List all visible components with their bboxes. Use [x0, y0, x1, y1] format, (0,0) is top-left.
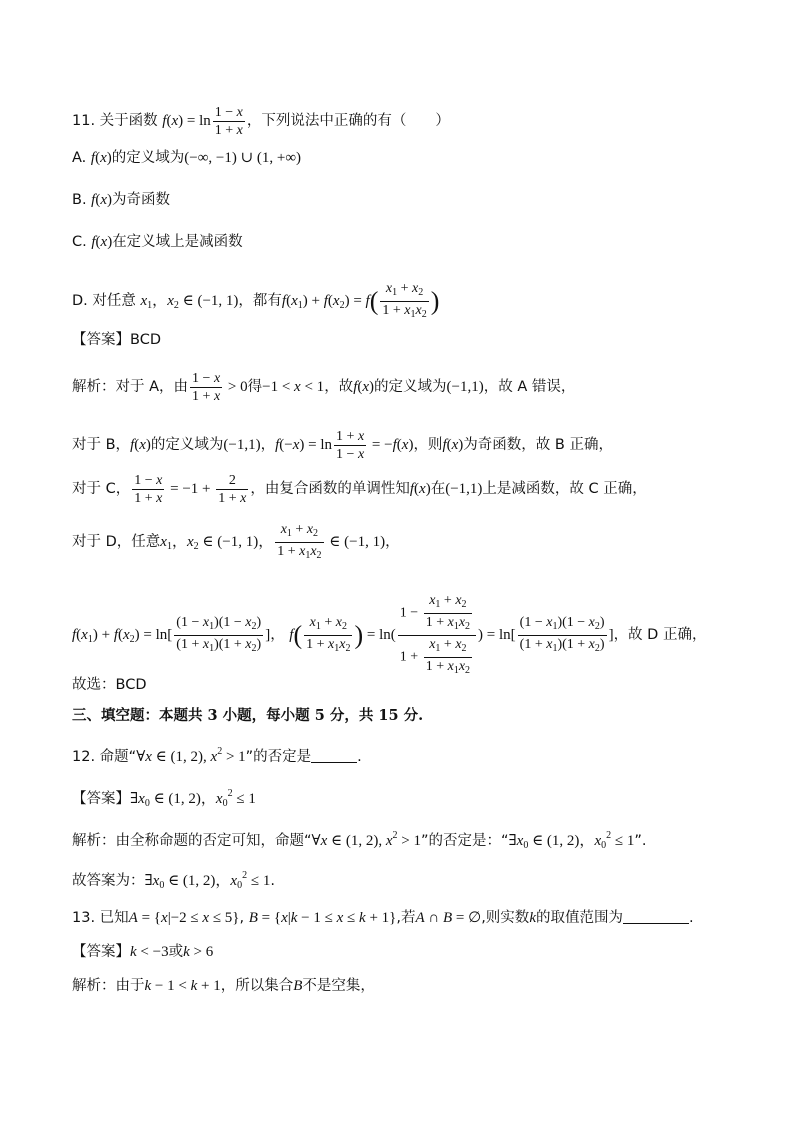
answer-value: BCD — [130, 332, 161, 348]
q12-text: 解析：由全称命题的否定可知，命题“ — [72, 833, 312, 849]
option-d-equation: $f(x_1) + f(x_2) = f$( $\frac{x_1 + x_2}{1 + x_1x_2}$ ) — [281, 281, 440, 320]
option-a-domain: (−∞, −1) ∪ (1, +∞) — [184, 150, 302, 166]
q12-blank — [311, 748, 357, 763]
q13-text: 的取值范围为 — [535, 910, 623, 926]
analysis-text: ，则 — [413, 436, 443, 453]
q12-proposition: ∀x ∈ (1, 2), $x^2 > 1$ — [136, 746, 246, 765]
choice-text: 故选：BCD — [72, 677, 147, 693]
q11-answer — [72, 330, 161, 350]
q12-proposition: ∀x ∈ (1, 2), $x^2 > 1$ — [311, 830, 421, 849]
analysis-interval: (−1,1) — [223, 436, 261, 453]
q13-text: 解析：由于 — [72, 978, 145, 994]
q11-option-a — [72, 148, 301, 168]
q13-text: ，所以集合 — [220, 978, 294, 994]
q13-answer-right: k > 6 — [183, 944, 214, 960]
analysis-text: 的定义域为 — [150, 436, 224, 453]
analysis-math-f: f(x) — [353, 378, 375, 395]
q13-text: ,若 — [396, 910, 416, 926]
section-title — [72, 706, 423, 726]
answer-label: 【答案】 — [72, 944, 130, 960]
option-d-math-vars: $x_1$，$x_2$ ∈ (−1, 1) — [140, 292, 239, 311]
analysis-text: ，故 — [324, 378, 354, 395]
analysis-text: 对于 D，任意 — [72, 533, 161, 550]
analysis-d-sum: $f(x_1) + f(x_2) = \ln$[ $\frac{(1 - x_1)(1 - x_2)}{(1 + x_1)(1 + x_2)}$ ] — [72, 615, 271, 654]
q12-text: ”. — [634, 833, 647, 849]
analysis-interval: (−1,1) — [445, 480, 483, 497]
q13-analysis-math: k − 1 < k + 1 — [144, 978, 221, 994]
analysis-text: ，由复合函数的单调性知 — [250, 480, 410, 497]
analysis-line-c — [72, 472, 647, 507]
analysis-text: 上是减函数，故 C 正确， — [482, 480, 647, 497]
q13-stem: 13. 已知A = {x|−2 ≤ x ≤ 5}, B = {x|k − 1 ≤ x ≤ k + 1},若A ∩ B = ∅,则实数k的取值范围为 . — [72, 910, 694, 926]
q13-answer — [72, 942, 213, 962]
q13-text: 不是空集， — [302, 978, 375, 994]
analysis-line-b: 对于 B，f(x)的定义域为(−1,1)，f(−x) = ln $\frac{1 + x}{1 - x}$ = −f(x)，则f(x)为奇函数，故 B 正确， — [72, 429, 613, 462]
q13-blank — [623, 909, 689, 924]
q12-final — [72, 866, 275, 896]
option-a-math-f: f(x) — [90, 150, 112, 166]
analysis-inequality: $\frac{1 - x}{1 + x}$ > 0 — [192, 371, 248, 404]
analysis-text: 对于 C， — [72, 480, 131, 497]
option-d-label: D. 对任意 — [72, 292, 136, 309]
q12-analysis — [72, 826, 646, 856]
answer-label: 【答案】 — [72, 791, 130, 807]
option-b-math-f: f(x) — [91, 192, 113, 208]
q13-set-b-ref: B — [293, 978, 303, 994]
option-b-text: 为奇函数 — [112, 192, 171, 208]
analysis-decompose: $\frac{1 - x}{1 + x}$ = −1 + $\frac{2}{1 + x}$ — [134, 473, 247, 506]
q13-analysis — [72, 976, 375, 996]
q11-stem-prefix: 11. 关于函数 — [72, 112, 158, 129]
q12-stem — [72, 742, 362, 767]
q13-var-k: k — [529, 910, 536, 926]
analysis-text: ，故 D 正确， — [613, 626, 707, 643]
analysis-line-e: $f(x_1) + f(x_2) = \ln$[ $\frac{(1 - x_1)(1 - x_2)}{(1 + x_1)(1 + x_2)}$ ]， f( $\frac{x_1 + x_2}{1 + x_1x_2}$ ) = ln( 1 − $\frac{x_1 + x_2}{1 + x_1x_2}$ 1 + $\frac{x_1 + x_2}{1 + x_1x_2}$ ) = ln[ $\frac{(1 - x_1)(1 - x_2)}{(1 + x_1)(1 + x_2)}$ ]，故 D 正确， — [72, 593, 707, 676]
analysis-text: 为奇函数，故 B 正确， — [463, 436, 613, 453]
q12-answer — [72, 784, 256, 814]
q13-or: 或 — [168, 944, 184, 960]
analysis-text: 在 — [430, 480, 446, 497]
analysis-d-vars: $x_1$，$x_2$ ∈ (−1, 1)， $\frac{x_1 + x_2}{1 + x_1x_2}$ ∈ (−1, 1) — [160, 522, 386, 561]
option-b-label: B. — [72, 192, 87, 208]
analysis-odd-equation: f(−x) = ln $\frac{1 + x}{1 - x}$ = −f(x) — [275, 429, 414, 462]
q13-set-b: B = {x|k − 1 ≤ x ≤ k + 1} — [248, 910, 397, 926]
q12-text: 故答案为： — [72, 873, 145, 889]
q12-answer-math: $\exists x_0$ ∈ (1, 2)，$x_0^2 \le 1$ — [130, 788, 256, 809]
q13-set-a: A = {x|−2 ≤ x ≤ 5} — [128, 910, 240, 926]
analysis-d-composite: f( $\frac{x_1 + x_2}{1 + x_1x_2}$ ) = ln( 1 − $\frac{x_1 + x_2}{1 + x_1x_2}$ 1 + $\frac{x_1 + x_2}{1 + x_1x_2}$ ) = ln[ $\frac{(1 - x_1)(1 - x_2)}{(1 + x_1)(1 + x_2)}$ ] — [289, 593, 614, 676]
q11-stem-suffix: ，下列说法中正确的有（ ） — [246, 112, 450, 129]
analysis-text: 的定义域为 — [374, 378, 447, 395]
analysis-text: ，故 A 错误， — [483, 378, 576, 395]
analysis-interval: (−1,1) — [446, 378, 484, 395]
analysis-math-f: f(x) — [409, 480, 431, 497]
option-d-text: ，都有 — [238, 292, 282, 309]
analysis-text: 对于 B， — [72, 436, 131, 453]
q11-choice — [72, 675, 146, 695]
q11-option-d — [72, 280, 439, 323]
analysis-range: −1 < x < 1 — [262, 378, 325, 395]
section-title-text: 三、填空题：本题共 3 小题，每小题 5 分，共 15 分. — [72, 707, 424, 724]
q12-text: 12. 命题“ — [72, 749, 137, 765]
analysis-text: 解析：对于 A，由 — [72, 378, 189, 395]
analysis-line-d: 对于 D，任意$x_1$，$x_2$ ∈ (−1, 1)， $\frac{x_1 + x_2}{1 + x_1x_2}$ ∈ (−1, 1)， — [72, 522, 400, 561]
q13-text: ,则实数 — [481, 910, 530, 926]
q13-text: 13. 已知 — [72, 910, 129, 926]
option-c-text: 在定义域上是减函数 — [112, 234, 243, 250]
option-a-label: A. — [72, 150, 87, 166]
q11-stem — [72, 104, 450, 139]
option-c-math-f: f(x) — [91, 234, 113, 250]
option-a-text: 的定义域为 — [111, 150, 185, 166]
q13-answer-left: k < −3 — [130, 944, 169, 960]
analysis-math-f: f(x) — [442, 436, 464, 453]
q13-intersection: A ∩ B = ∅ — [415, 910, 482, 926]
answer-label: 【答案】 — [72, 332, 130, 348]
analysis-math-f: f(x) — [130, 436, 151, 453]
q12-text: ”的否定是：“ — [420, 833, 509, 849]
q11-option-b — [72, 190, 170, 210]
q12-text: . — [357, 749, 362, 765]
q11-function-formula: f(x) = ln $\frac{1 - x}{1 + x}$ — [162, 105, 243, 138]
q12-text: ”的否定是 — [245, 749, 312, 765]
q11-option-c — [72, 232, 243, 252]
q12-final-math: $\exists x_0$ ∈ (1, 2)，$x_0^2 \le 1$ — [144, 870, 271, 891]
option-c-label: C. — [72, 234, 87, 250]
analysis-line-a — [72, 370, 575, 405]
q12-text: . — [270, 873, 275, 889]
analysis-text: 得 — [247, 378, 263, 395]
q12-negation: $\exists x_0$ ∈ (1, 2)，$x_0^2 \le 1$ — [508, 830, 635, 851]
q13-text: . — [688, 910, 694, 926]
